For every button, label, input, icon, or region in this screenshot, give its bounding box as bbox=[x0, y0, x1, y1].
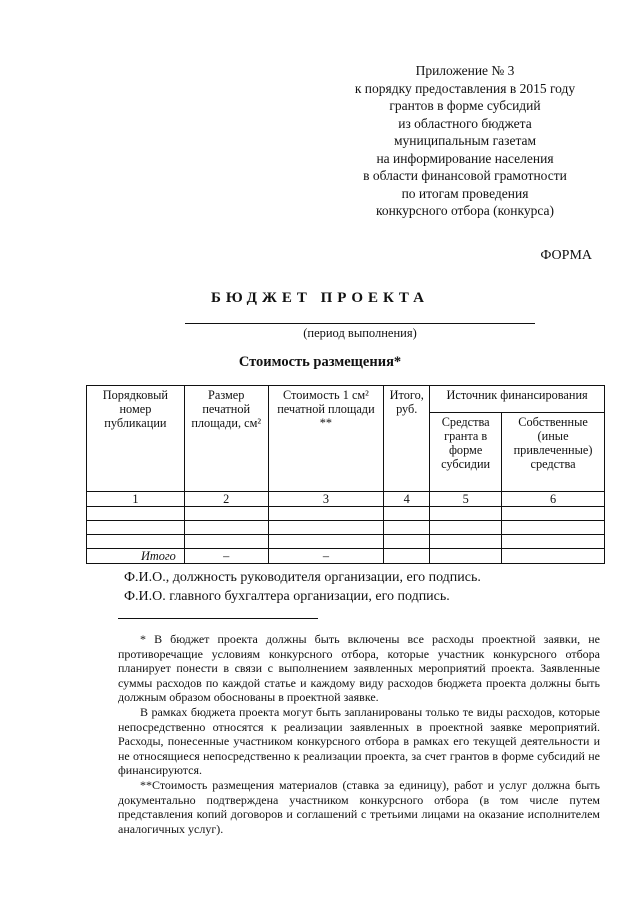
table-row bbox=[87, 507, 605, 521]
period-line bbox=[185, 323, 535, 324]
total-row bbox=[87, 549, 605, 564]
table-row bbox=[87, 535, 605, 549]
cost-title: Стоимость размещения* bbox=[238, 354, 402, 370]
header-total-rub: Итого, руб. bbox=[384, 386, 430, 492]
footnote-3: **Стоимость размещения материалов (ставка за единицу), работ и услуг должна быть документально подтверждена участником конкурсного отбора (в том числе путем представления копий договоров и соглашений с третьими лицами на оказание исполнителем аналогичных услуг). bbox=[118, 777, 600, 836]
total-dash: – bbox=[184, 549, 268, 564]
appendix-line: в области финансовой грамотности bbox=[363, 168, 567, 183]
header-grant-funds: Средства гранта в форме субсидии bbox=[430, 413, 502, 492]
total-label: Итого bbox=[87, 549, 185, 564]
signature-accountant: Ф.И.О. главного бухгалтера организации, его подпись. bbox=[124, 589, 450, 604]
footnote-1: * В бюджет проекта должны быть включены все расходы проектной заявки, не противоречащие условиям конкурсного отбора, которые участник конкурсного отбора планирует понести в связи с выполнением заявленных мероприятий проекта. Заявленные суммы расходов по каждой статье и каждому виду расходов бюджета проекта должны быть должным образом обоснованы в проектной заявке. bbox=[118, 632, 600, 705]
appendix-header bbox=[300, 62, 630, 220]
header-cost-per-cm2: Стоимость 1 см² печатной площади ** bbox=[268, 386, 384, 492]
header-funding-source: Источник финансирования bbox=[430, 386, 605, 413]
header-own-funds: Собственные (иные привлеченные) средства bbox=[502, 413, 605, 492]
form-label: ФОРМА bbox=[540, 248, 592, 263]
budget-table bbox=[86, 385, 605, 564]
appendix-line: из областного бюджета bbox=[398, 115, 532, 131]
appendix-line: конкурсного отбора (конкурса) bbox=[375, 203, 555, 218]
column-number: 5 bbox=[430, 492, 502, 507]
table-row bbox=[87, 521, 605, 535]
document-title: БЮДЖЕТ ПРОЕКТА bbox=[211, 290, 429, 306]
appendix-line: грантов в форме субсидий bbox=[389, 98, 541, 113]
appendix-line: по итогам проведения bbox=[401, 185, 529, 201]
period-caption: (период выполнения) bbox=[303, 326, 417, 340]
header-print-area: Размер печатной площади, см² bbox=[184, 386, 268, 492]
signature-head: Ф.И.О., должность руководителя организации, его подпись. bbox=[124, 570, 481, 585]
footnote-2: В рамках бюджета проекта могут быть запланированы только те виды расходов, которые непосредственно относятся к реализации заявленных в проектной заявке мероприятий. Расходы, понесенные участником конкурсного отбора в рамках его текущей деятельности и не относящиеся непосредственно к реализации проекта, за счет грантов в форме субсидий не финансируются. bbox=[118, 704, 600, 778]
appendix-line: на информирование населения bbox=[376, 150, 554, 166]
footnote-divider bbox=[118, 618, 318, 619]
header-seq-number: Порядковый номер публикации bbox=[87, 386, 185, 492]
appendix-line: муниципальным газетам bbox=[393, 133, 537, 148]
column-number: 2 bbox=[184, 492, 268, 507]
total-dash: – bbox=[268, 549, 384, 564]
column-number: 3 bbox=[268, 492, 384, 507]
appendix-line: к порядку предоставления в 2015 году bbox=[354, 80, 576, 96]
footnotes bbox=[118, 632, 600, 836]
column-number: 6 bbox=[502, 492, 605, 507]
column-number: 1 bbox=[87, 492, 185, 507]
column-number: 4 bbox=[384, 492, 430, 507]
appendix-line: Приложение № 3 bbox=[415, 63, 515, 78]
